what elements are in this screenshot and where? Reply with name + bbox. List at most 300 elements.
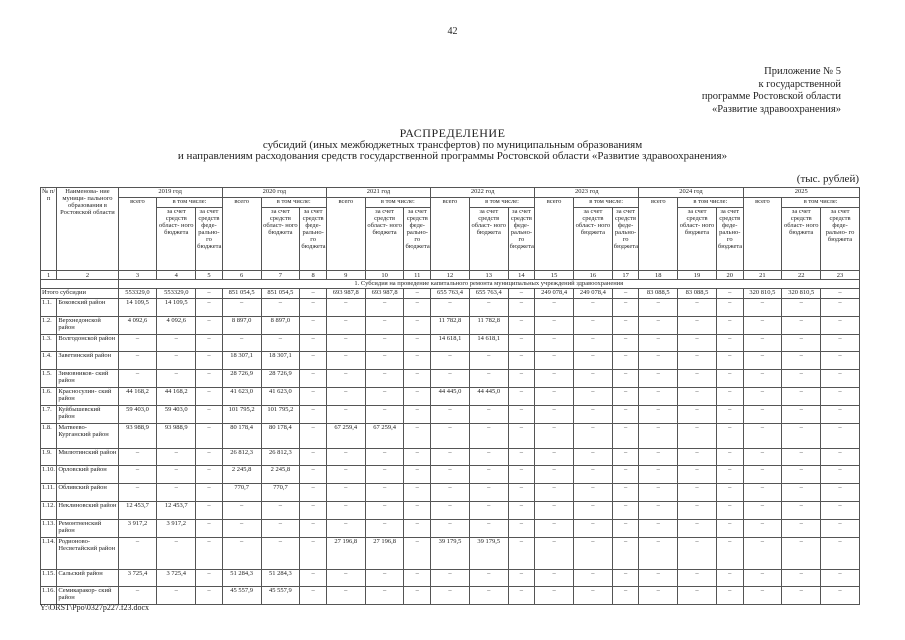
- row-value: –: [508, 569, 535, 587]
- row-value: –: [612, 448, 639, 466]
- row-value: –: [574, 405, 613, 423]
- row-value: –: [222, 501, 261, 519]
- row-value: –: [300, 587, 327, 605]
- column-number-row: [41, 271, 860, 280]
- total-value: 83 088,5: [639, 289, 678, 299]
- row-value: –: [404, 501, 431, 519]
- row-value: –: [508, 448, 535, 466]
- row-value: –: [157, 370, 196, 388]
- header-year: 2021 год: [326, 188, 430, 198]
- row-value: –: [404, 466, 431, 484]
- row-value: –: [535, 537, 574, 569]
- row-value: 3 725,4: [157, 569, 196, 587]
- column-number: 7: [261, 271, 300, 280]
- row-value: –: [508, 587, 535, 605]
- row-value: 44 168,2: [157, 387, 196, 405]
- row-value: –: [431, 448, 470, 466]
- row-value: –: [612, 569, 639, 587]
- header-including: в том числе:: [157, 198, 222, 208]
- header-year: 2020 год: [222, 188, 326, 198]
- row-number: 1.4.: [41, 352, 57, 370]
- row-value: –: [469, 501, 508, 519]
- title-main: РАСПРЕДЕЛЕНИЕ: [399, 126, 506, 140]
- row-value: –: [469, 484, 508, 502]
- row-value: –: [678, 537, 717, 569]
- row-value: 14 618,1: [469, 334, 508, 352]
- row-value: –: [535, 370, 574, 388]
- row-value: –: [196, 569, 223, 587]
- row-value: –: [157, 537, 196, 569]
- header-federal-budget: за счет средств феде- рально- го бюджета: [300, 208, 327, 271]
- row-value: –: [639, 501, 678, 519]
- row-value: –: [821, 466, 860, 484]
- row-value: –: [639, 448, 678, 466]
- row-value: –: [300, 569, 327, 587]
- row-value: 12 453,7: [157, 501, 196, 519]
- row-value: –: [365, 484, 404, 502]
- header-regional-budget: за счет средств област- ного бюджета: [782, 208, 821, 271]
- table-row: [41, 484, 860, 502]
- total-value: 249 078,4: [574, 289, 613, 299]
- header-row-total: [41, 198, 860, 208]
- municipality-name: Обливский район: [57, 484, 118, 502]
- row-value: 28 726,9: [261, 370, 300, 388]
- row-value: –: [365, 405, 404, 423]
- row-value: –: [716, 423, 743, 448]
- municipality-name: Сальский район: [57, 569, 118, 587]
- header-regional-budget: за счет средств област- ного бюджета: [157, 208, 196, 271]
- row-value: –: [469, 352, 508, 370]
- row-value: –: [639, 519, 678, 537]
- column-number: 8: [300, 271, 327, 280]
- row-value: –: [821, 370, 860, 388]
- row-value: –: [326, 501, 365, 519]
- row-value: –: [404, 537, 431, 569]
- row-value: –: [782, 448, 821, 466]
- row-value: –: [365, 587, 404, 605]
- row-value: 3 917,2: [157, 519, 196, 537]
- row-value: –: [326, 484, 365, 502]
- row-value: –: [639, 299, 678, 317]
- row-value: –: [300, 501, 327, 519]
- units-label: (тыс. рублей): [796, 173, 859, 185]
- row-value: –: [326, 352, 365, 370]
- row-value: –: [535, 387, 574, 405]
- row-value: –: [535, 448, 574, 466]
- row-number: 1.5.: [41, 370, 57, 388]
- row-value: –: [222, 299, 261, 317]
- table-row: [41, 423, 860, 448]
- row-value: –: [118, 484, 157, 502]
- header-total: всего: [118, 198, 157, 271]
- annex-line: Приложение № 5: [764, 66, 841, 77]
- row-value: –: [326, 405, 365, 423]
- row-value: –: [431, 501, 470, 519]
- row-number: 1.16.: [41, 587, 57, 605]
- row-value: –: [469, 519, 508, 537]
- section-spacer: [41, 280, 119, 289]
- row-value: –: [300, 405, 327, 423]
- row-value: –: [118, 466, 157, 484]
- table-row: [41, 537, 860, 569]
- row-value: –: [716, 466, 743, 484]
- row-value: 11 782,8: [431, 316, 470, 334]
- row-value: –: [431, 423, 470, 448]
- row-value: 67 259,4: [365, 423, 404, 448]
- column-number: 17: [612, 271, 639, 280]
- row-value: 12 453,7: [118, 501, 157, 519]
- row-value: 51 284,3: [222, 569, 261, 587]
- row-value: –: [196, 423, 223, 448]
- row-value: 101 795,2: [261, 405, 300, 423]
- row-value: –: [469, 423, 508, 448]
- row-value: 3 917,2: [118, 519, 157, 537]
- column-number: 1: [41, 271, 57, 280]
- row-value: –: [743, 519, 782, 537]
- row-value: –: [743, 466, 782, 484]
- total-value: –: [508, 289, 535, 299]
- municipality-name: Зимовников- ский район: [57, 370, 118, 388]
- row-value: –: [716, 316, 743, 334]
- row-value: –: [365, 370, 404, 388]
- row-value: –: [326, 569, 365, 587]
- row-value: –: [261, 334, 300, 352]
- table-row: [41, 316, 860, 334]
- row-value: –: [508, 334, 535, 352]
- row-value: –: [574, 316, 613, 334]
- row-value: –: [118, 352, 157, 370]
- total-value: 693 987,8: [326, 289, 365, 299]
- row-value: 11 782,8: [469, 316, 508, 334]
- row-value: –: [574, 448, 613, 466]
- row-number: 1.6.: [41, 387, 57, 405]
- row-value: –: [743, 501, 782, 519]
- table-row: [41, 334, 860, 352]
- row-value: –: [716, 501, 743, 519]
- row-value: –: [743, 334, 782, 352]
- row-value: –: [782, 587, 821, 605]
- header-regional-budget: за счет средств област- ного бюджета: [469, 208, 508, 271]
- row-value: –: [574, 466, 613, 484]
- row-value: –: [743, 448, 782, 466]
- row-value: –: [365, 334, 404, 352]
- column-number: 4: [157, 271, 196, 280]
- header-federal-budget: за счет средств феде- рально- го бюджета: [508, 208, 535, 271]
- row-value: –: [574, 501, 613, 519]
- row-value: –: [782, 423, 821, 448]
- row-value: –: [678, 334, 717, 352]
- row-value: –: [574, 370, 613, 388]
- row-value: –: [612, 519, 639, 537]
- row-value: 2 245,8: [222, 466, 261, 484]
- row-number: 1.11.: [41, 484, 57, 502]
- row-number: 1.13.: [41, 519, 57, 537]
- table-row: [41, 569, 860, 587]
- row-value: 18 307,1: [261, 352, 300, 370]
- row-value: –: [782, 316, 821, 334]
- column-number: 5: [196, 271, 223, 280]
- municipality-name: Неклиновский район: [57, 501, 118, 519]
- table-row: [41, 387, 860, 405]
- row-value: –: [326, 387, 365, 405]
- header-year: 2022 год: [431, 188, 535, 198]
- row-value: –: [118, 587, 157, 605]
- annex-block: [581, 66, 841, 116]
- row-value: –: [508, 405, 535, 423]
- row-value: –: [782, 569, 821, 587]
- table-row: [41, 405, 860, 423]
- row-value: –: [431, 587, 470, 605]
- row-value: –: [743, 387, 782, 405]
- row-value: 44 168,2: [118, 387, 157, 405]
- row-value: –: [404, 370, 431, 388]
- row-value: –: [508, 299, 535, 317]
- column-number: 9: [326, 271, 365, 280]
- row-value: –: [300, 519, 327, 537]
- row-value: 80 178,4: [222, 423, 261, 448]
- row-value: –: [782, 387, 821, 405]
- row-value: –: [612, 537, 639, 569]
- row-value: –: [612, 484, 639, 502]
- row-value: 2 245,8: [261, 466, 300, 484]
- row-value: –: [431, 299, 470, 317]
- row-value: –: [678, 316, 717, 334]
- row-value: –: [365, 352, 404, 370]
- row-value: –: [118, 448, 157, 466]
- row-value: –: [743, 316, 782, 334]
- row-value: 14 618,1: [431, 334, 470, 352]
- section-title: 1. Субсидия на проведение капитального ремонта муниципальных учреждений здравоохранения: [118, 280, 859, 289]
- column-number: 13: [469, 271, 508, 280]
- row-value: –: [196, 299, 223, 317]
- total-value: 851 054,5: [261, 289, 300, 299]
- row-value: –: [157, 352, 196, 370]
- row-value: –: [535, 501, 574, 519]
- row-value: –: [300, 387, 327, 405]
- row-value: 770,7: [261, 484, 300, 502]
- document-title: [0, 128, 905, 163]
- column-number: 16: [574, 271, 613, 280]
- column-number: 15: [535, 271, 574, 280]
- row-value: –: [716, 448, 743, 466]
- row-value: –: [508, 352, 535, 370]
- table-row: [41, 519, 860, 537]
- header-year: 2025: [743, 188, 859, 198]
- row-value: –: [365, 501, 404, 519]
- row-value: –: [157, 484, 196, 502]
- row-value: 3 725,4: [118, 569, 157, 587]
- row-value: –: [326, 587, 365, 605]
- header-year: 2024 год: [639, 188, 743, 198]
- row-value: 14 109,5: [118, 299, 157, 317]
- total-value: 851 054,5: [222, 289, 261, 299]
- row-value: –: [612, 352, 639, 370]
- row-value: –: [743, 299, 782, 317]
- column-number: 14: [508, 271, 535, 280]
- row-value: –: [222, 519, 261, 537]
- row-value: –: [821, 423, 860, 448]
- row-value: –: [196, 405, 223, 423]
- row-value: –: [678, 448, 717, 466]
- annex-line: «Развитие здравоохранения»: [711, 103, 841, 115]
- row-value: –: [365, 569, 404, 587]
- row-value: –: [404, 484, 431, 502]
- row-value: –: [431, 569, 470, 587]
- row-number: 1.7.: [41, 405, 57, 423]
- section-row: [41, 280, 860, 289]
- row-value: 27 196,8: [365, 537, 404, 569]
- header-regional-budget: за счет средств област- ного бюджета: [365, 208, 404, 271]
- row-number: 1.3.: [41, 334, 57, 352]
- row-value: –: [743, 569, 782, 587]
- row-value: –: [821, 448, 860, 466]
- row-value: –: [326, 466, 365, 484]
- row-value: –: [196, 587, 223, 605]
- row-value: –: [639, 484, 678, 502]
- row-value: –: [821, 352, 860, 370]
- row-value: –: [678, 587, 717, 605]
- row-value: –: [574, 423, 613, 448]
- row-value: 770,7: [222, 484, 261, 502]
- row-value: –: [639, 387, 678, 405]
- row-value: –: [365, 448, 404, 466]
- row-value: –: [300, 423, 327, 448]
- row-value: –: [300, 537, 327, 569]
- row-value: –: [574, 352, 613, 370]
- row-value: 28 726,9: [222, 370, 261, 388]
- row-value: –: [469, 587, 508, 605]
- column-number: 22: [782, 271, 821, 280]
- header-including: в том числе:: [782, 198, 860, 208]
- row-value: 59 403,0: [157, 405, 196, 423]
- row-value: –: [716, 587, 743, 605]
- row-value: 14 109,5: [157, 299, 196, 317]
- row-value: –: [508, 387, 535, 405]
- column-number: 21: [743, 271, 782, 280]
- row-value: –: [404, 587, 431, 605]
- row-value: –: [196, 448, 223, 466]
- row-value: –: [782, 405, 821, 423]
- total-value: –: [821, 289, 860, 299]
- row-value: –: [261, 501, 300, 519]
- row-value: –: [743, 423, 782, 448]
- row-value: –: [535, 423, 574, 448]
- row-value: –: [196, 334, 223, 352]
- row-value: –: [365, 316, 404, 334]
- row-value: –: [821, 387, 860, 405]
- row-value: –: [716, 484, 743, 502]
- row-value: –: [196, 519, 223, 537]
- row-value: –: [404, 423, 431, 448]
- row-value: –: [326, 334, 365, 352]
- row-value: –: [508, 519, 535, 537]
- row-value: –: [574, 519, 613, 537]
- row-value: –: [821, 334, 860, 352]
- row-value: 26 812,3: [222, 448, 261, 466]
- row-value: –: [743, 537, 782, 569]
- table-row: [41, 587, 860, 605]
- row-value: –: [743, 370, 782, 388]
- total-value: 655 763,4: [469, 289, 508, 299]
- header-num: № п/п: [41, 188, 57, 271]
- municipality-name: Ремонтненский район: [57, 519, 118, 537]
- row-value: –: [404, 352, 431, 370]
- row-value: –: [196, 484, 223, 502]
- row-value: –: [782, 484, 821, 502]
- row-number: 1.1.: [41, 299, 57, 317]
- total-value: –: [196, 289, 223, 299]
- total-value: 83 088,5: [678, 289, 717, 299]
- row-value: –: [782, 334, 821, 352]
- row-value: –: [782, 501, 821, 519]
- row-number: 1.8.: [41, 423, 57, 448]
- row-value: –: [716, 519, 743, 537]
- row-value: –: [821, 587, 860, 605]
- row-value: –: [469, 299, 508, 317]
- row-value: –: [196, 316, 223, 334]
- municipality-name: Боковский район: [57, 299, 118, 317]
- row-value: 101 795,2: [222, 405, 261, 423]
- row-value: –: [678, 299, 717, 317]
- row-value: –: [743, 405, 782, 423]
- row-value: –: [431, 352, 470, 370]
- column-number: 19: [678, 271, 717, 280]
- row-value: –: [300, 316, 327, 334]
- row-value: –: [639, 466, 678, 484]
- header-including: в том числе:: [365, 198, 430, 208]
- municipality-name: Орловский район: [57, 466, 118, 484]
- row-value: –: [639, 587, 678, 605]
- table-row: [41, 299, 860, 317]
- row-value: –: [508, 423, 535, 448]
- row-value: –: [612, 334, 639, 352]
- row-value: –: [469, 405, 508, 423]
- municipality-name: Матвеево- Курганский район: [57, 423, 118, 448]
- row-value: –: [365, 387, 404, 405]
- row-value: –: [300, 484, 327, 502]
- row-value: –: [326, 448, 365, 466]
- row-value: 39 179,5: [469, 537, 508, 569]
- title-line: и направлениям расходования средств государственной программы Ростовской области «Развитие здравоохранения»: [177, 150, 728, 162]
- row-value: –: [821, 519, 860, 537]
- row-value: –: [196, 352, 223, 370]
- row-value: 51 284,3: [261, 569, 300, 587]
- row-number: 1.2.: [41, 316, 57, 334]
- row-value: –: [782, 352, 821, 370]
- row-value: –: [716, 370, 743, 388]
- row-value: –: [574, 587, 613, 605]
- row-value: –: [716, 352, 743, 370]
- row-value: 4 092,6: [118, 316, 157, 334]
- row-value: –: [508, 484, 535, 502]
- header-federal-budget: за счет средств феде- рально- го бюджета: [612, 208, 639, 271]
- row-value: 8 897,0: [261, 316, 300, 334]
- row-value: 80 178,4: [261, 423, 300, 448]
- column-number: 3: [118, 271, 157, 280]
- row-value: –: [469, 448, 508, 466]
- header-total: всего: [639, 198, 678, 271]
- row-value: 4 092,6: [157, 316, 196, 334]
- total-value: –: [612, 289, 639, 299]
- row-number: 1.9.: [41, 448, 57, 466]
- row-value: –: [431, 519, 470, 537]
- row-value: –: [612, 423, 639, 448]
- row-value: –: [535, 334, 574, 352]
- row-value: 18 307,1: [222, 352, 261, 370]
- row-value: –: [365, 519, 404, 537]
- row-value: –: [326, 299, 365, 317]
- row-value: –: [508, 537, 535, 569]
